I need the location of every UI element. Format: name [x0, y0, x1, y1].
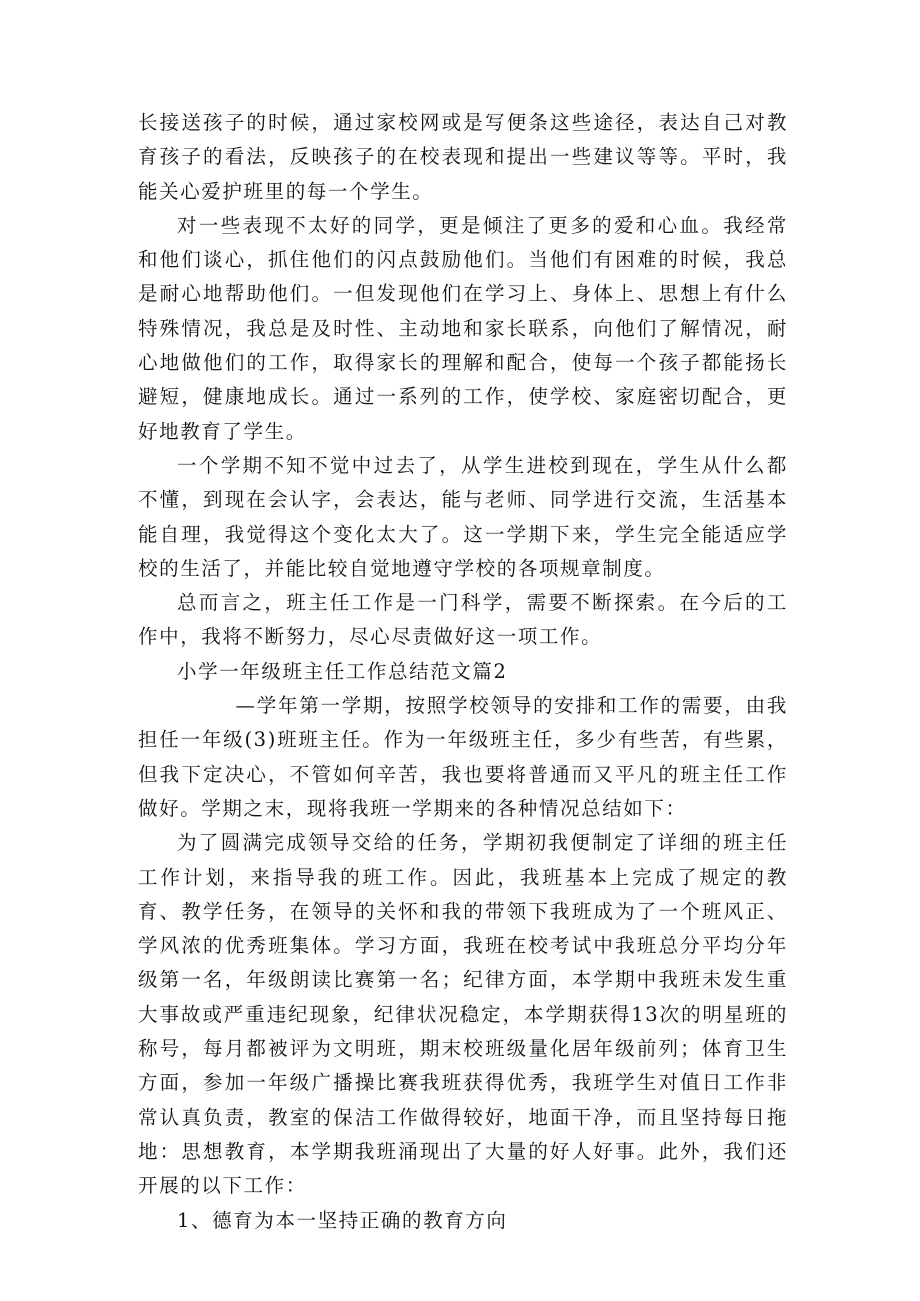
paragraph-continued: 长接送孩子的时候，通过家校网或是写便条这些途径，表达自己对教育孩子的看法，反映孩子的在校表现和提出一些建议等等。平时，我能关心爱护班里的每一个学生。 — [138, 111, 788, 203]
section-heading: 小学一年级班主任工作总结范文篇2 — [177, 659, 508, 683]
paragraph: —学年第一学期，按照学校领导的安排和工作的需要，由我担任一年级(3)班班主任。作为一年级班主任，多少有些苦，有些累，但我下定决心，不管如何辛苦，我也要将普通而又平凡的班主任工作做好。学期之末，现将我班一学期来的各种情况总结如下： — [138, 694, 788, 820]
paragraph: 对一些表现不太好的同学，更是倾注了更多的爱和心血。我经常和他们谈心，抓住他们的闪点鼓励他们。当他们有困难的时候，我总是耐心地帮助他们。一但发现他们在学习上、身体上、思想上有什么特殊情况，我总是及时性、主动地和家长联系，向他们了解情况，耐心地做他们的工作，取得家长的理解和配合，使每一个孩子都能扬长避短，健康地成长。通过一系列的工作，使学校、家庭密切配合，更好地教育了学生。 — [138, 213, 788, 443]
paragraph: 一个学期不知不觉中过去了，从学生进校到现在，学生从什么都不懂，到现在会认字，会表达，能与老师、同学进行交流，生活基本能自理，我觉得这个变化太大了。这一学期下来，学生完全能适应学校的生活了，并能比较自觉地遵守学校的各项规章制度。 — [138, 453, 788, 580]
paragraph: 为了圆满完成领导交给的任务，学期初我便制定了详细的班主任工作计划，来指导我的班工作。因此，我班基本上完成了规定的教育、教学任务，在领导的关怀和我的带领下我班成为了一个班风正、学风浓的优秀班集体。学习方面，我班在校考试中我班总分平均分年级第一名，年级朗读比赛第一名；纪律方面，本学期中我班未发生重大事故或严重违纪现象，纪律状况稳定，本学期获得13次的明星班的称号，每月都被评为文明班，期末校班级量化居年级前列；体育卫生方面，参加一年级广播操比赛我班获得优秀，我班学生对值日工作非常认真负责，教室的保洁工作做得较好，地面干净，而且坚持每日拖地：思想教育，本学期我班涌现出了大量的好人好事。此外，我们还开展的以下工作： — [138, 831, 788, 1198]
paragraph: 总而言之，班主任工作是一门科学，需要不断探索。在今后的工作中，我将不断努力，尽心尽责做好这一项工作。 — [138, 591, 788, 649]
document-body — [138, 106, 788, 1238]
list-item-heading: 1、德育为本一坚持正确的教育方向 — [177, 1208, 508, 1232]
